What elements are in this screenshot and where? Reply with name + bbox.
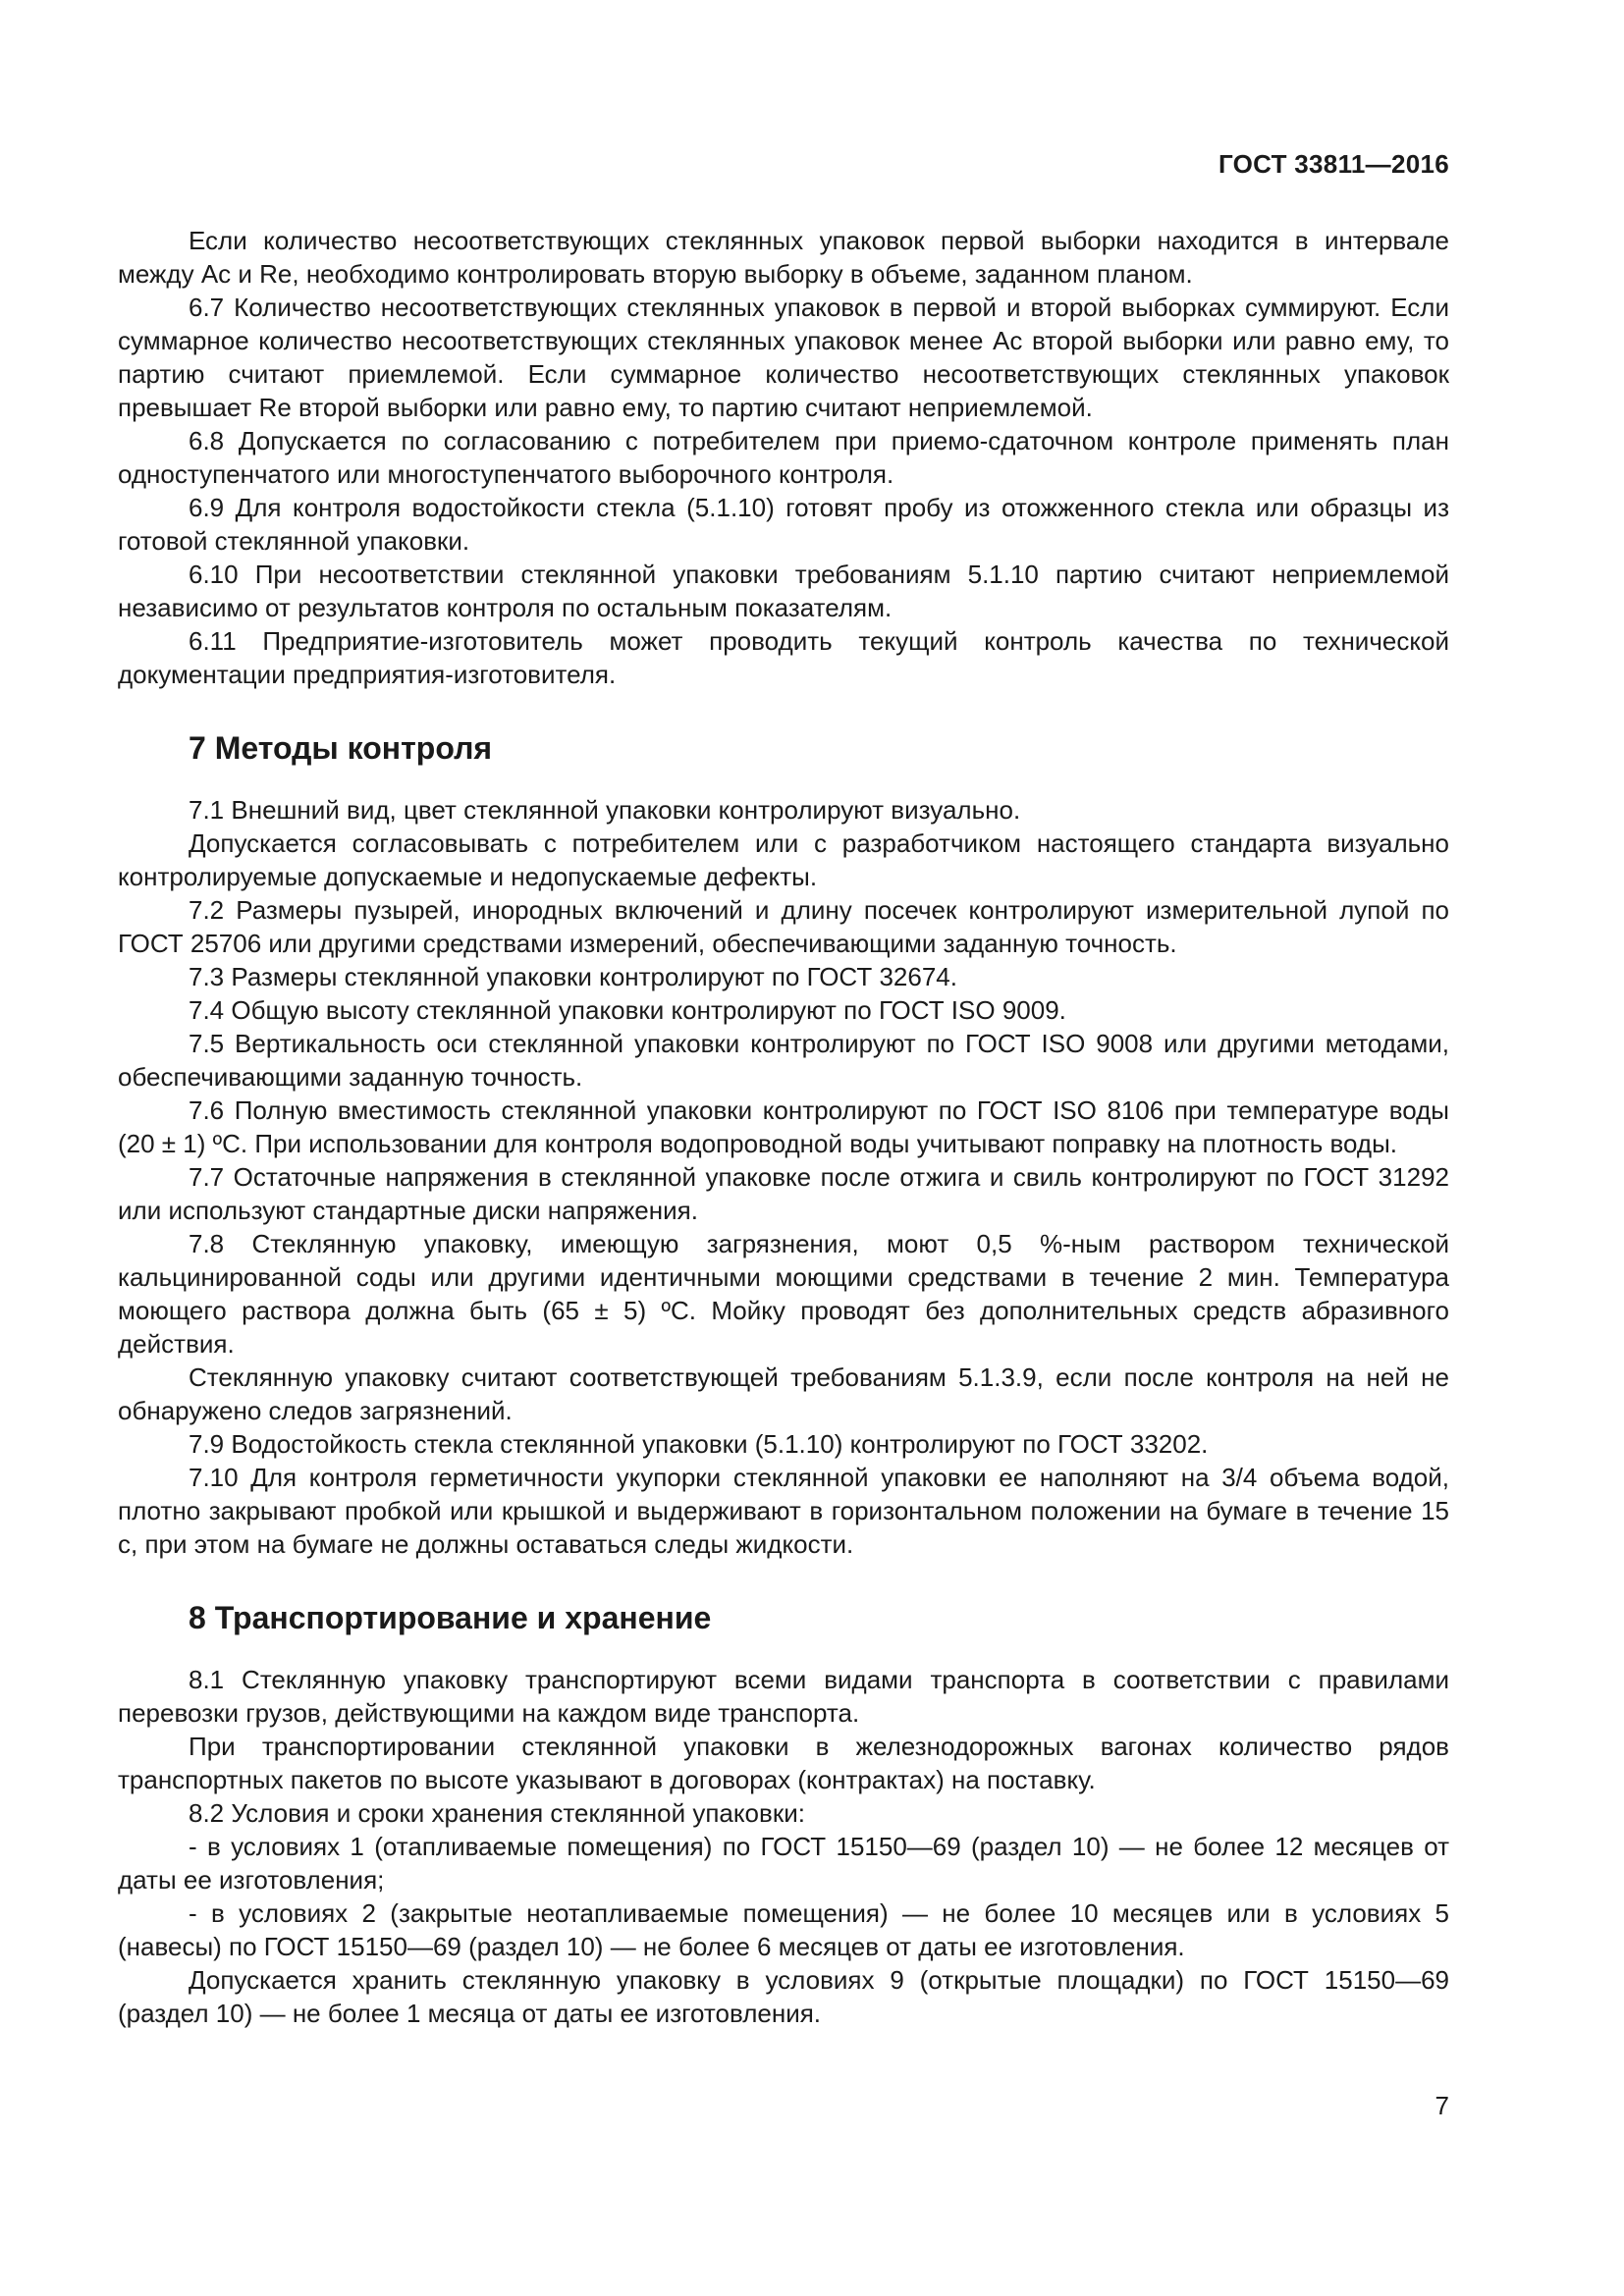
paragraph: Стеклянную упаковку считают соответствующей требованиям 5.1.3.9, если после контроля на ней не обнаружено следов загрязнений. — [118, 1362, 1449, 1425]
paragraph-6-9: 6.9 Для контроля водостойкости стекла (5.1.10) готовят пробу из отожженного стекла или образцы из готовой стеклянной упаковки. — [118, 493, 1449, 556]
paragraph-7-2: 7.2 Размеры пузырей, инородных включений и длину посечек контролируют измерительной лупой по ГОСТ 25706 или другими средствами измерений, обеспечивающими заданную точность. — [118, 895, 1449, 958]
paragraph-6-11: 6.11 Предприятие-изготовитель может проводить текущий контроль качества по технической документации предприятия-изготовителя. — [118, 626, 1449, 689]
paragraph: Допускается хранить стеклянную упаковку в условиях 9 (открытые площадки) по ГОСТ 15150—69 (раздел 10) — не более 1 месяца от даты ее изготовления. — [118, 1965, 1449, 2028]
paragraph-7-1: 7.1 Внешний вид, цвет стеклянной упаковки контролируют визуально. — [189, 795, 1021, 825]
paragraph-8-1: 8.1 Стеклянную упаковку транспортируют всеми видами транспорта в соответствии с правилами перевозки грузов, действующими на каждом виде транспорта. — [118, 1665, 1449, 1728]
list-item: - в условиях 2 (закрытые неотапливаемые помещения) — не более 10 месяцев или в условиях 5 (навесы) по ГОСТ 15150—69 (раздел 10) — не более 6 месяцев от даты ее изготовления. — [118, 1898, 1449, 1961]
page-number: 7 — [1435, 2091, 1449, 2120]
page-content — [118, 224, 1449, 2030]
paragraph-7-9: 7.9 Водостойкость стекла стеклянной упаковки (5.1.10) контролируют по ГОСТ 33202. — [189, 1429, 1209, 1459]
paragraph-7-8: 7.8 Стеклянную упаковку, имеющую загрязнения, моют 0,5 %-ным раствором технической кальцинированной соды или другими идентичными моющими средствами в течение 2 мин. Температура моющего раствора должна быть (65 ± 5) ºС. Мойку проводят без дополнительных средств абразивного действия. — [118, 1229, 1449, 1359]
paragraph-7-5: 7.5 Вертикальность оси стеклянной упаковки контролируют по ГОСТ ISO 9008 или другими методами, обеспечивающими заданную точность. — [118, 1029, 1449, 1092]
paragraph-7-7: 7.7 Остаточные напряжения в стеклянной упаковке после отжига и свиль контролируют по ГОСТ 31292 или используют стандартные диски напряжения. — [118, 1162, 1449, 1225]
paragraph-7-6: 7.6 Полную вместимость стеклянной упаковки контролируют по ГОСТ ISO 8106 при температуре воды (20 ± 1) ºС. При использовании для контроля водопроводной воды учитывают поправку на плотность воды. — [118, 1095, 1449, 1158]
paragraph-7-4: 7.4 Общую высоту стеклянной упаковки контролируют по ГОСТ ISO 9009. — [189, 995, 1066, 1025]
paragraph: При транспортировании стеклянной упаковки в железнодорожных вагонах количество рядов транспортных пакетов по высоте указывают в договорах (контрактах) на поставку. — [118, 1732, 1449, 1794]
document-code-header: ГОСТ 33811—2016 — [1218, 149, 1449, 179]
paragraph: Допускается согласовывать с потребителем или с разработчиком настоящего стандарта визуально контролируемые допускаемые и недопускаемые дефекты. — [118, 828, 1449, 891]
paragraph-6-8: 6.8 Допускается по согласованию с потребителем при приемо-сдаточном контроле применять план одноступенчатого или многоступенчатого выборочного контроля. — [118, 426, 1449, 489]
paragraph-6-10: 6.10 При несоответствии стеклянной упаковки требованиям 5.1.10 партию считают неприемлемой независимо от результатов контроля по остальным показателям. — [118, 560, 1449, 622]
paragraph-6-7: 6.7 Количество несоответствующих стеклянных упаковок в первой и второй выборках суммируют. Если суммарное количество несоответствующих стеклянных упаковок менее Ac второй выборки или равно ему, то партию считают приемлемой. Если суммарное количество несоответствующих стеклянных упаковок превышает Re второй выборки или равно ему, то партию считают неприемлемой. — [118, 293, 1449, 422]
list-item: - в условиях 1 (отапливаемые помещения) по ГОСТ 15150—69 (раздел 10) — не более 12 месяцев от даты ее изготовления; — [118, 1832, 1449, 1895]
section-8-title: 8 Транспортирование и хранение — [189, 1600, 712, 1635]
paragraph-8-2: 8.2 Условия и сроки хранения стеклянной упаковки: — [189, 1798, 805, 1828]
section-7-title: 7 Методы контроля — [189, 730, 493, 766]
paragraph: Если количество несоответствующих стеклянных упаковок первой выборки находится в интервале между Ac и Re, необходимо контролировать вторую выборку в объеме, заданном планом. — [118, 226, 1449, 289]
paragraph-7-3: 7.3 Размеры стеклянной упаковки контролируют по ГОСТ 32674. — [189, 962, 957, 991]
paragraph-7-10: 7.10 Для контроля герметичности укупорки стеклянной упаковки ее наполняют на 3/4 объема водой, плотно закрывают пробкой или крышкой и выдерживают в горизонтальном положении на бумаге в течение 15 с, при этом на бумаге не должны оставаться следы жидкости. — [118, 1463, 1449, 1559]
